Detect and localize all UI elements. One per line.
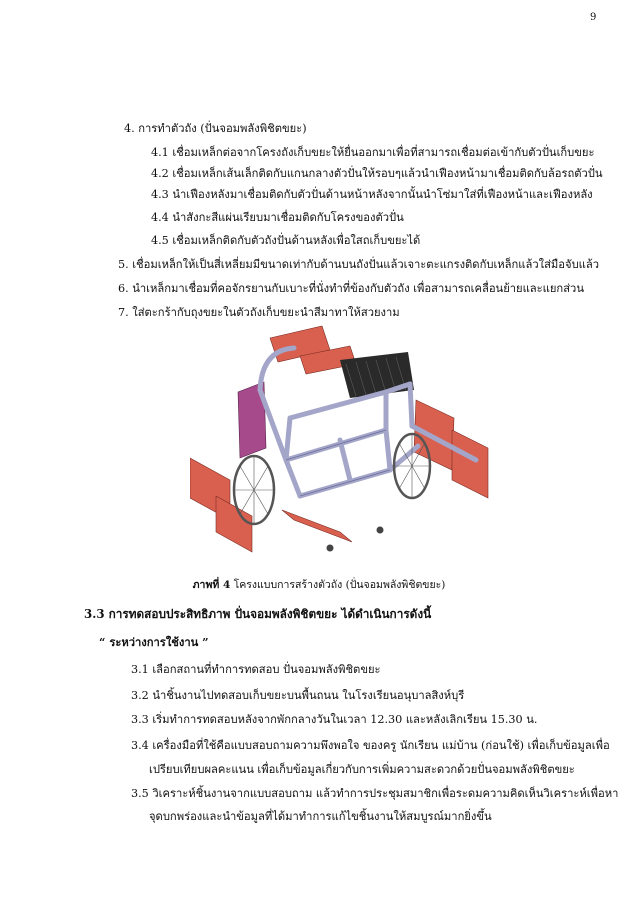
caster xyxy=(327,545,334,552)
front-wheel xyxy=(394,434,430,498)
list-step: 5. เชื่อมเหล็กให้เป็นสี่เหลี่ยมมีขนาดเท่ากับด้านบนถังปั่นแล้วเจาะตะแกรงติดกับเหล็กแล้วใส่มือจับแล้ว xyxy=(118,258,600,271)
list-step: 7. ใส่ตะกร้ากับถุงขยะในตัวถังเก็บขยะนำสีมาทาให้สวยงาม xyxy=(118,306,400,319)
side-panel-red xyxy=(216,496,252,552)
list-item: 4.4 นำสังกะสีแผ่นเรียบมาเชื่อมติดกับโครงของตัวปั่น xyxy=(151,211,404,224)
figure-caption-text: โครงแบบการสร้างตัวถัง (ปั่นจอมพลังพิชิตขยะ) xyxy=(233,579,446,591)
section-item-continued: จุดบกพร่องและนำข้อมูลที่ได้มาทำการแก้ไขชิ้นงานให้สมบูรณ์มากยิ่งขึ้น xyxy=(149,810,492,823)
section-item: 3.4 เครื่องมือที่ใช้คือแบบสอบถามความพึงพอใจ ของครู นักเรียน แม่บ้าน (ก่อนใช้) เพื่อเก็บข้อมูลเพื่อ xyxy=(131,739,610,752)
list-item: 4.5 เชื่อมเหล็กติดกับตัวถังปั่นด้านหลังเพื่อใสถเก็บขยะได้ xyxy=(151,234,421,247)
page-number: 9 xyxy=(590,12,597,23)
list-item: 4.2 เชื่อมเหล็กเส้นเล็กติดกับแกนกลางตัวปั่นให้รอบๆแล้วนำเฟืองหน้ามาเชื่อมติดกับล้อรถตัวปั่น xyxy=(151,167,603,180)
figure-caption-label: ภาพที่ 4 xyxy=(192,579,231,591)
list-item: 4.3 นำเฟืองหลังมาเชื่อมติดกับตัวปั่นด้านหน้าหลังจากนั้นนำโซ่มาใส่ที่เฟืองหน้าและเฟืองหลัง xyxy=(151,188,593,201)
section-item: 3.3 เริ่มทำการทดสอบหลังจากพักกลางวันในเวลา 12.30 และหลังเลิกเรียน 15.30 น. xyxy=(131,713,538,726)
section-subheading: “ ระหว่างการใช้งาน ” xyxy=(99,635,209,649)
section-item: 3.5 วิเคราะห์ชิ้นงานจากแบบสอบถาม แล้วทำการประชุมสมาชิกเพื่อระดมความคิดเห็นวิเคราะห์เพื่อหา xyxy=(131,787,619,800)
rear-wheel xyxy=(234,456,274,524)
cart-frame-figure xyxy=(190,320,510,560)
section-item: 3.2 นำชิ้นงานไปทดสอบเก็บขยะบนพื้นถนน ในโรงเรียนอนุบาลสิงห์บุรี xyxy=(131,689,465,702)
section-item: 3.1 เลือกสถานที่ทำการทดสอบ ปั่นจอมพลังพิชิตขยะ xyxy=(131,663,381,676)
figure-caption xyxy=(0,576,638,593)
section-item-continued: เปรียบเทียบผลคะแนน เพื่อเก็บข้อมูลเกี่ยวกับการเพิ่มความสะดวกด้วยปั่นจอมพลังพิชิตขยะ xyxy=(149,763,575,776)
mesh-seat xyxy=(340,352,414,398)
list-heading: 4. การทำตัวถัง (ปั่นจอมพลังพิชิตขยะ) xyxy=(124,122,307,135)
caster xyxy=(377,527,384,534)
bottom-panel xyxy=(282,510,352,542)
section-heading: 3.3 การทดสอบประสิทธิภาพ ปั่นจอมพลังพิชิตขยะ ได้ดำเนินการดังนี้ xyxy=(84,607,432,621)
list-item: 4.1 เชื่อมเหล็กต่อจากโครงถังเก็บขยะให้ยื่นออกมาเพื่อที่สามารถเชื่อมต่อเข้ากับตัวปั่นเก็บขยะ xyxy=(151,146,595,159)
side-panel-red xyxy=(452,430,488,498)
list-step: 6. นำเหล็กมาเชื่อมที่คอจักรยานกับเบาะที่นั่งทำที่ข้องกับตัวถัง เพื่อสามารถเคลื่อนย้ายและแยกส่วน xyxy=(118,282,584,295)
